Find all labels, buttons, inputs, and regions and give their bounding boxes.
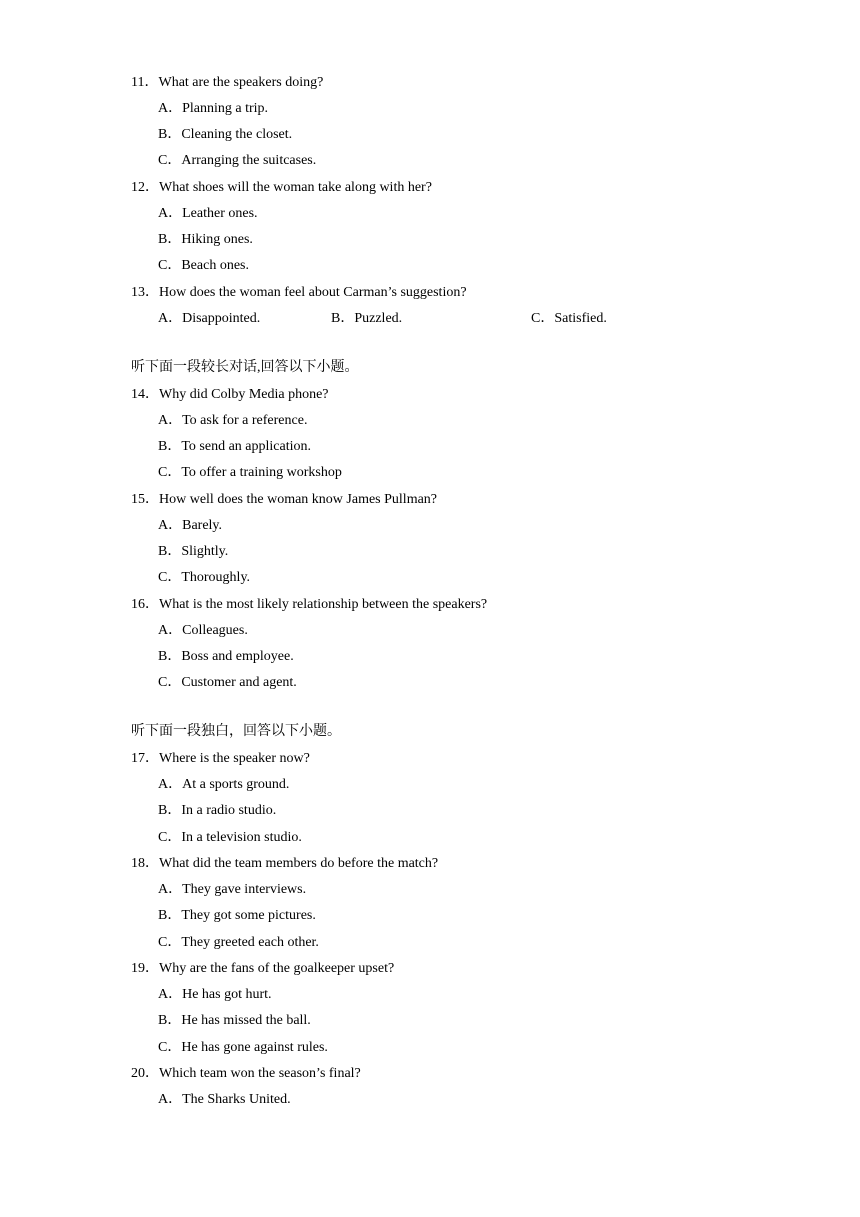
question-13-option-c: C．Satisfied. [531, 311, 607, 326]
question-18-stem: 18．What did the team members do before the match? [131, 856, 439, 871]
question-18-option-a: A．They gave interviews. [158, 882, 307, 897]
question-11-option-b: B．Cleaning the closet. [158, 127, 293, 142]
question-13-option-b: B．Puzzled. [331, 311, 403, 326]
question-13-option-a: A．Disappointed. [158, 311, 261, 326]
question-16-stem: 16．What is the most likely relationship between the speakers? [131, 597, 488, 612]
question-19-option-a: A．He has got hurt. [158, 987, 272, 1002]
question-17-option-c: C．In a television studio. [158, 830, 302, 845]
question-19-option-c: C．He has gone against rules. [158, 1040, 328, 1055]
section-instruction-monologue: 听下面一段独白，回答以下小题。 [131, 724, 341, 739]
question-15-option-b: B．Slightly. [158, 544, 229, 559]
question-11-option-c: C．Arranging the suitcases. [158, 153, 317, 168]
question-12-option-c: C．Beach ones. [158, 258, 249, 273]
question-13-stem: 13．How does the woman feel about Carman’s suggestion? [131, 285, 467, 300]
question-15-option-a: A．Barely. [158, 518, 223, 533]
question-12-option-b: B．Hiking ones. [158, 232, 253, 247]
question-19-option-b: B．He has missed the ball. [158, 1013, 311, 1028]
question-15-option-c: C．Thoroughly. [158, 570, 251, 585]
question-20-stem: 20．Which team won the season’s final? [131, 1066, 361, 1081]
question-16-option-c: C．Customer and agent. [158, 675, 297, 690]
question-14-option-c: C．To offer a training workshop [158, 465, 342, 480]
question-20-option-a: A．The Sharks United. [158, 1092, 291, 1107]
question-11-option-a: A．Planning a trip. [158, 101, 269, 116]
question-17-stem: 17．Where is the speaker now? [131, 751, 310, 766]
question-14-stem: 14．Why did Colby Media phone? [131, 387, 329, 402]
question-11-stem: 11．What are the speakers doing? [131, 75, 324, 90]
question-16-option-a: A．Colleagues. [158, 623, 248, 638]
question-16-option-b: B．Boss and employee. [158, 649, 294, 664]
question-17-option-a: A．At a sports ground. [158, 777, 290, 792]
question-18-option-c: C．They greeted each other. [158, 935, 319, 950]
section-instruction-dialogue: 听下面一段较长对话,回答以下小题。 [131, 360, 359, 375]
question-17-option-b: B．In a radio studio. [158, 803, 277, 818]
question-19-stem: 19．Why are the fans of the goalkeeper upset? [131, 961, 395, 976]
question-18-option-b: B．They got some pictures. [158, 908, 316, 923]
question-15-stem: 15．How well does the woman know James Pullman? [131, 492, 438, 507]
question-12-stem: 12．What shoes will the woman take along with her? [131, 180, 432, 195]
question-14-option-b: B．To send an application. [158, 439, 311, 454]
question-14-option-a: A．To ask for a reference. [158, 413, 308, 428]
question-12-option-a: A．Leather ones. [158, 206, 258, 221]
